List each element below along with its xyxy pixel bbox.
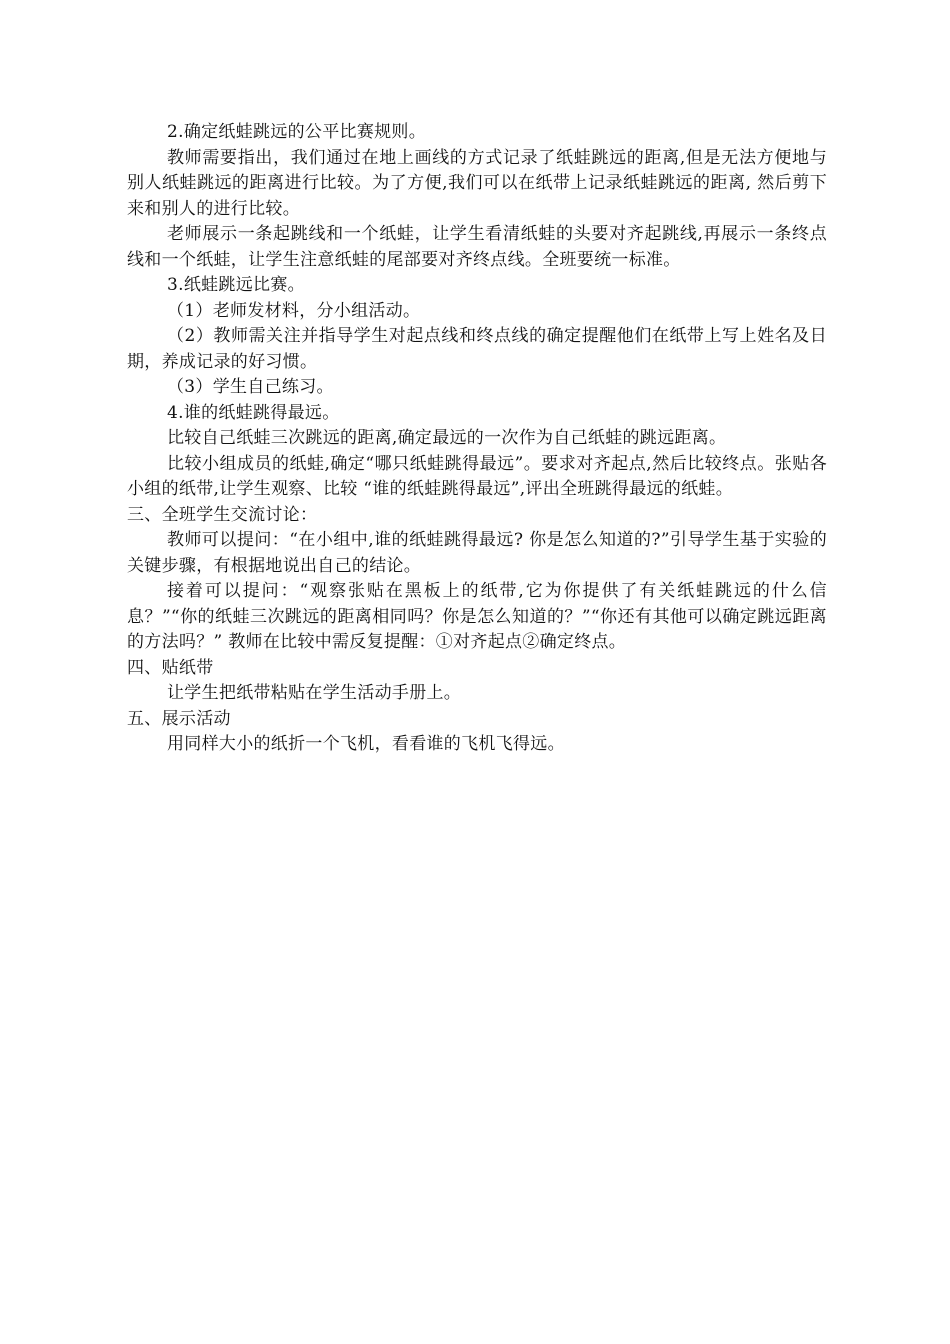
sub-item: （2）教师需关注并指导学生对起点线和终点线的确定提醒他们在纸带上写上姓名及日期，养成记录的好习惯。 [127,326,827,372]
section-item: 4.谁的纸蛙跳得最远。 [167,402,340,423]
body-paragraph: 用同样大小的纸折一个飞机，看看谁的飞机飞得远。 [167,734,565,754]
sub-item: （1）老师发材料，分小组活动。 [167,300,421,321]
body-paragraph: 老师展示一条起跳线和一个纸蛙，让学生看清纸蛙的头要对齐起跳线,再展示一条终点线和一个纸蛙，让学生注意纸蛙的尾部要对齐终点线。全班要统一标准。 [127,224,827,270]
body-paragraph: 比较自己纸蛙三次跳远的距离,确定最远的一次作为自己纸蛙的跳远距离。 [167,428,727,448]
body-paragraph: 教师需要指出，我们通过在地上画线的方式记录了纸蛙跳远的距离,但是无法方便地与别人纸蛙跳远的距离进行比较。为了方便,我们可以在纸带上记录纸蛙跳远的距离, 然后剪下来和别人的进行比较。 [127,147,827,219]
body-paragraph: 比较小组成员的纸蛙,确定“哪只纸蛙跳得最远”。要求对齐起点,然后比较终点。张贴各小组的纸带,让学生观察、比较 “谁的纸蛙跳得最远”,评出全班跳得最远的纸蛙。 [127,453,827,499]
section-item: 3.纸蛙跳远比赛。 [167,275,305,295]
section-heading: 五、展示活动 [127,708,231,729]
section-item: 2.确定纸蛙跳远的公平比赛规则。 [167,122,427,142]
body-paragraph: 教师可以提问：“在小组中,谁的纸蛙跳得最远? 你是怎么知道的?”引导学生基于实验的关键步骤，有根据地说出自己的结论。 [127,530,827,576]
document-body [127,120,827,758]
section-heading: 四、贴纸带 [127,657,214,678]
sub-item: （3）学生自己练习。 [167,377,334,397]
body-paragraph: 接着可以提问：“观察张贴在黑板上的纸带,它为你提供了有关纸蛙跳远的什么信息？”“你的纸蛙三次跳远的距离相同吗？你是怎么知道的？”“你还有其他可以确定跳远距离的方法吗？” 教师在比较中需反复提醒：①对齐起点②确定终点。 [127,581,827,652]
body-paragraph: 让学生把纸带粘贴在学生活动手册上。 [167,683,462,703]
section-heading: 三、全班学生交流讨论： [127,504,318,525]
